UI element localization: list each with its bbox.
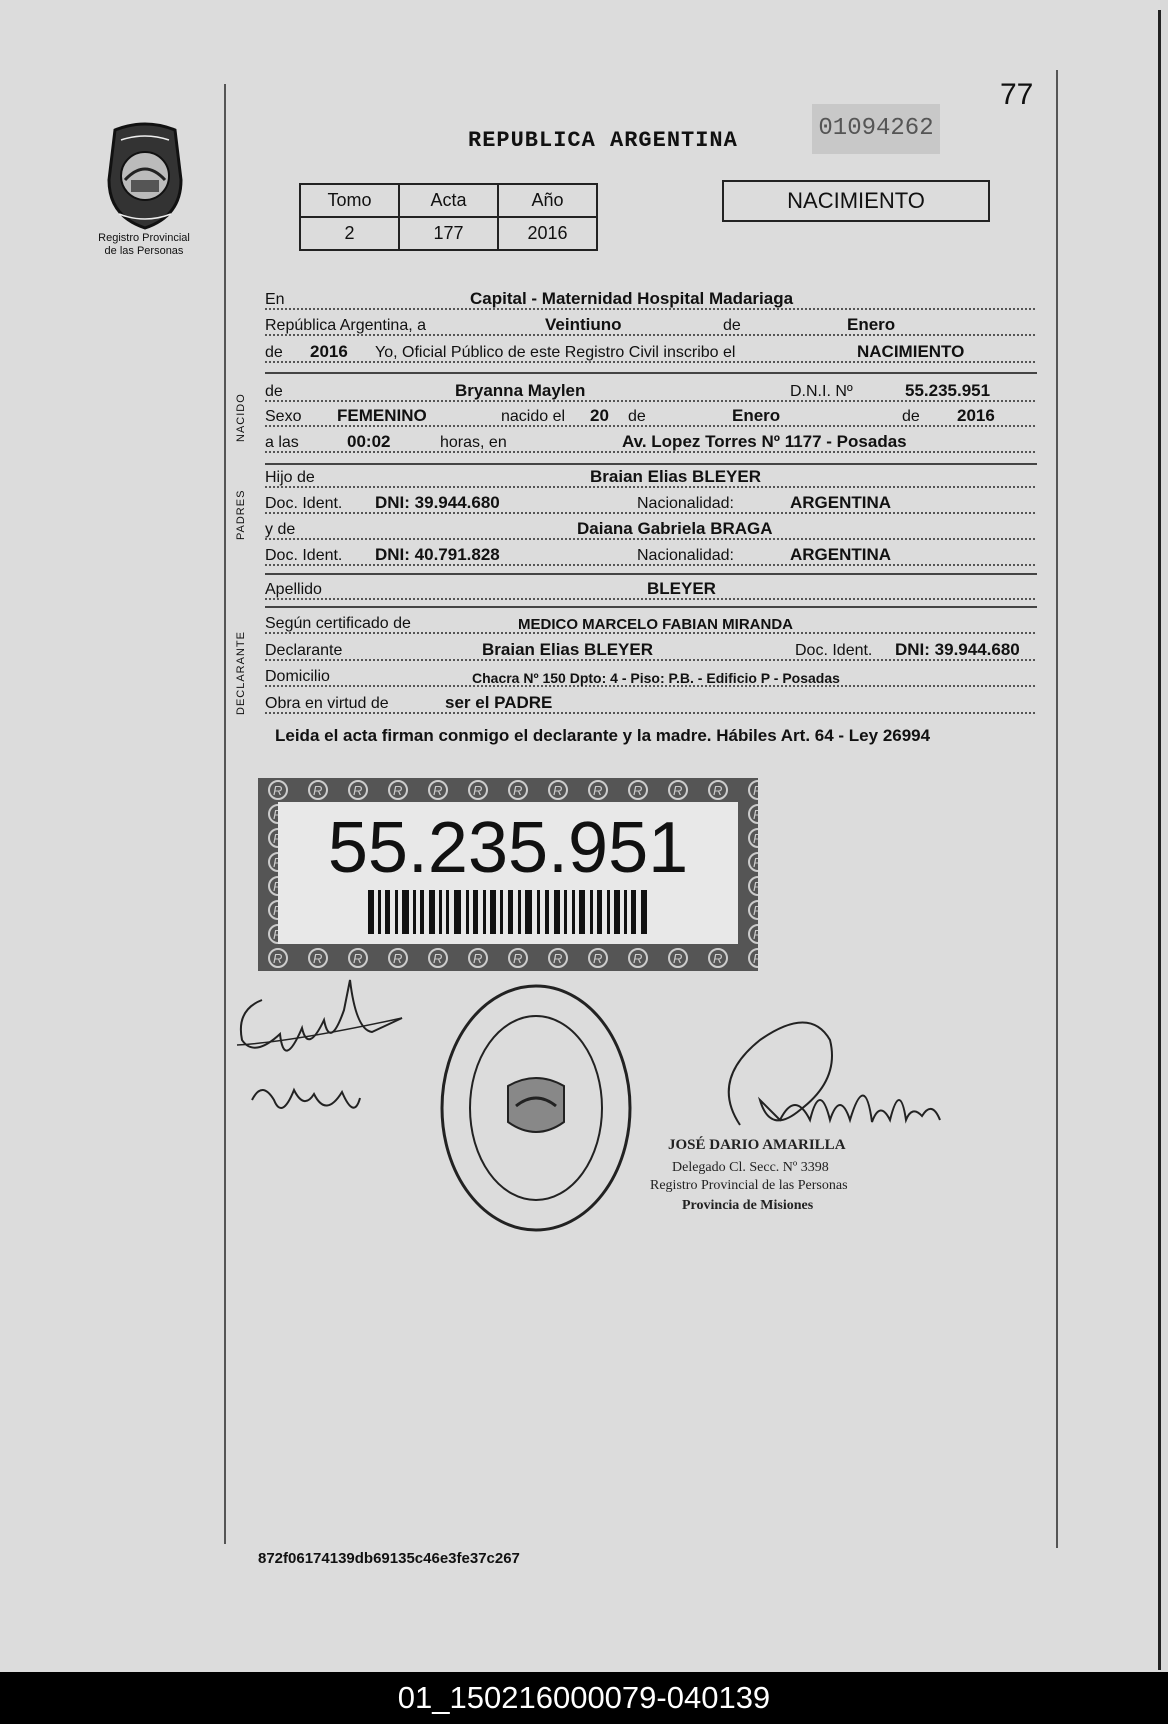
label-doc-mother: Doc. Ident. <box>265 547 343 564</box>
label-doc-father: Doc. Ident. <box>265 495 343 512</box>
value-birth-day: 20 <box>590 406 609 425</box>
label-nac-father: Nacionalidad: <box>637 495 734 512</box>
signature-official <box>700 1010 960 1140</box>
table-header-row <box>300 184 597 217</box>
right-margin-line <box>1056 70 1058 1548</box>
row-father-doc <box>265 492 1035 518</box>
label-de-birth-2: de <box>902 408 920 425</box>
label-nacido-el: nacido el <box>501 408 566 425</box>
official-title: Delegado Cl. Secc. Nº 3398 <box>672 1160 829 1175</box>
label-de-nacido: de <box>265 383 283 400</box>
label-certificado: Según certificado de <box>265 615 411 632</box>
value-apellido: BLEYER <box>647 579 716 598</box>
row-year <box>265 341 1035 367</box>
section-label-declarante: DECLARANTE <box>235 631 247 715</box>
page-number: 77 <box>1000 78 1034 111</box>
label-de-birth: de <box>628 408 646 425</box>
label-obra: Obra en virtud de <box>265 695 389 712</box>
row-nacido-name <box>265 380 1035 406</box>
value-mother-name: Daiana Gabriela BRAGA <box>577 519 773 538</box>
value-certificado: MEDICO MARCELO FABIAN MIRANDA <box>518 616 793 633</box>
section-label-padres: PADRES <box>235 489 247 540</box>
row-father <box>265 466 1035 492</box>
value-sexo: FEMENINO <box>337 406 427 425</box>
value-birth-time: 00:02 <box>347 432 391 451</box>
table-cell-ano: 2016 <box>498 217 597 250</box>
serial-number: 01094262 <box>812 104 940 154</box>
row-obra <box>265 692 1035 718</box>
value-year: 2016 <box>310 342 348 361</box>
value-place: Capital - Maternidad Hospital Madariaga <box>470 289 794 308</box>
row-declarante <box>265 639 1035 665</box>
closing-statement: Leida el acta firman conmigo el declarante y la madre. Hábiles Art. 64 - Ley 26994 <box>275 726 931 745</box>
row-mother-doc <box>265 544 1035 570</box>
barcode-number: 55.235.951 <box>327 808 689 888</box>
section-divider <box>265 463 1037 465</box>
document-hash: 872f06174139db69135c46e3fe37c267 <box>258 1550 520 1567</box>
row-nacido-sexo <box>265 405 1035 431</box>
value-domicilio: Chacra Nº 150 Dpto: 4 - Piso: P.B. - Edificio P - Posadas <box>472 670 840 686</box>
province-crest-logo <box>95 120 195 232</box>
label-de-2: de <box>265 344 283 361</box>
section-divider <box>265 573 1037 575</box>
table-cell-tomo: 2 <box>300 217 399 250</box>
value-father-nat: ARGENTINA <box>790 493 892 512</box>
table-row <box>300 217 597 250</box>
value-day-words: Veintiuno <box>545 315 622 334</box>
label-nac-mother: Nacionalidad: <box>637 547 734 564</box>
value-birth-year: 2016 <box>957 406 995 425</box>
label-doc-declarante: Doc. Ident. <box>795 642 873 659</box>
section-label-nacido: NACIDO <box>235 393 247 442</box>
label-sexo: Sexo <box>265 408 302 425</box>
label-de: de <box>723 317 741 334</box>
official-office: Registro Provincial de las Personas <box>650 1178 848 1193</box>
value-father-doc: DNI: 39.944.680 <box>375 493 500 512</box>
tomo-acta-ano-table <box>299 183 598 251</box>
value-obra: ser el PADRE <box>445 693 553 712</box>
value-mother-nat: ARGENTINA <box>790 545 892 564</box>
label-a-las: a las <box>265 434 299 451</box>
logo-caption-line-2: de las Personas <box>104 245 184 257</box>
value-birth-place: Av. Lopez Torres Nº 1177 - Posadas <box>622 432 907 451</box>
document-title: REPUBLICA ARGENTINA <box>468 128 738 153</box>
label-y-de: y de <box>265 521 296 538</box>
act-type-box: NACIMIENTO <box>722 180 990 222</box>
row-republica <box>265 314 1035 340</box>
official-province: Provincia de Misiones <box>682 1198 814 1213</box>
value-birth-month: Enero <box>732 406 781 425</box>
label-en: En <box>265 291 285 308</box>
footer-id-bar: 01_150216000079-040139 <box>0 1672 1168 1724</box>
row-apellido <box>265 578 1035 604</box>
row-nacido-time <box>265 431 1035 457</box>
table-header-ano: Año <box>498 184 597 217</box>
label-republica: República Argentina, a <box>265 317 426 334</box>
label-apellido: Apellido <box>265 581 322 598</box>
table-cell-acta: 177 <box>399 217 498 250</box>
official-stamp <box>438 982 634 1234</box>
label-domicilio: Domicilio <box>265 668 330 685</box>
signature-declarante <box>232 970 412 1145</box>
label-yo-text: Yo, Oficial Público de este Registro Civil inscribo el <box>375 344 736 361</box>
value-inscribe: NACIMIENTO <box>857 342 965 361</box>
table-header-tomo: Tomo <box>300 184 399 217</box>
label-horas: horas, en <box>440 434 507 451</box>
row-mother <box>265 518 1035 544</box>
value-child-name: Bryanna Maylen <box>455 381 586 400</box>
value-declarante: Braian Elias BLEYER <box>482 640 654 659</box>
page-edge <box>1158 10 1161 1670</box>
label-dni: D.N.I. Nº <box>790 383 853 400</box>
row-en <box>265 288 1035 314</box>
label-hijo-de: Hijo de <box>265 469 315 486</box>
section-divider <box>265 372 1037 374</box>
section-divider <box>265 606 1037 608</box>
row-certificado <box>265 612 1035 638</box>
value-month: Enero <box>847 315 896 334</box>
value-father-name: Braian Elias BLEYER <box>590 467 762 486</box>
value-child-dni: 55.235.951 <box>905 381 991 400</box>
value-mother-doc: DNI: 40.791.828 <box>375 545 500 564</box>
table-header-acta: Acta <box>399 184 498 217</box>
label-declarante: Declarante <box>265 642 343 659</box>
value-declarante-doc: DNI: 39.944.680 <box>895 640 1020 659</box>
row-domicilio <box>265 665 1035 691</box>
logo-caption <box>84 232 204 258</box>
official-name: JOSÉ DARIO AMARILLA <box>668 1137 846 1153</box>
logo-caption-line-1: Registro Provincial <box>98 232 190 244</box>
left-margin-line <box>224 84 226 1544</box>
